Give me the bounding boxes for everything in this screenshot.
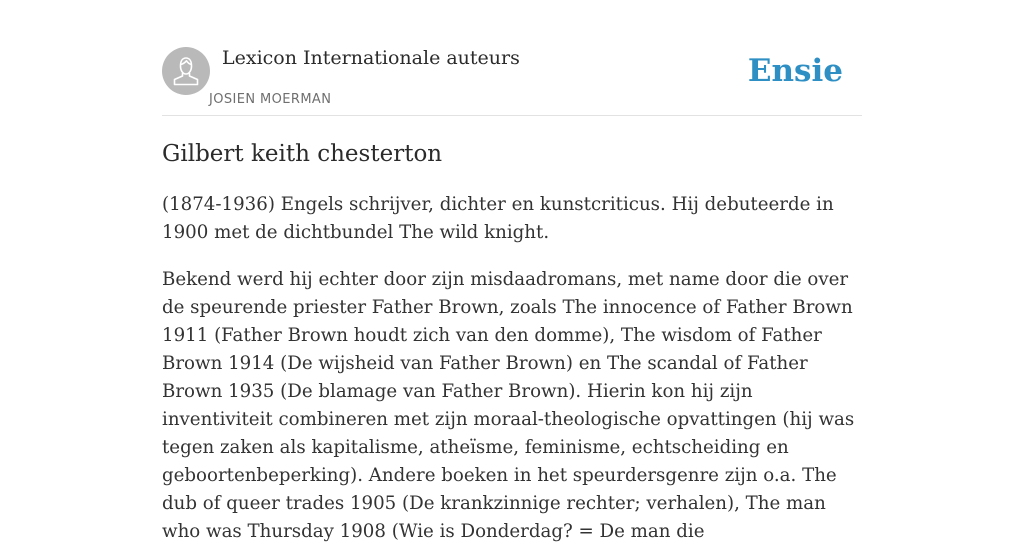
page-header	[162, 46, 862, 116]
author-name-link[interactable]: JOSIEN MOERMAN	[209, 92, 332, 107]
article-paragraph-intro: (1874-1936) Engels schrijver, dichter en kunstcriticus. Hij debuteerde in 1900 met de dichtbundel The wild knight.	[162, 194, 834, 243]
author-avatar[interactable]	[162, 47, 210, 95]
article-paragraph-body: Bekend werd hij echter door zijn misdaadromans, met name door die over de speurende priester Father Brown, zoals The innocence of Father Brown 1911 (Father Brown houdt zich van den domme), The wisdom of Father Brown 1914 (De wijsheid van Father Brown) en The scandal of Father Brown 1935 (De blamage van Father Brown). Hierin kon hij zijn inventiviteit combineren met zijn moraal-theologische opvattingen (hij was tegen zaken als kapitalisme, atheïsme, feminisme, echtscheiding en geboortenbeperking). Andere boeken in het speurdersgenre zijn o.a. The dub of queer trades 1905 (De krankzinnige rechter; verhalen), The man who was Thursday 1908 (Wie is Donderdag? = De man die	[162, 269, 855, 542]
ensie-logo[interactable]: Ensie	[747, 53, 843, 89]
lexicon-title-link[interactable]: Lexicon Internationale auteurs	[222, 47, 520, 69]
entry-title: Gilbert keith chesterton	[162, 141, 443, 167]
user-placeholder-icon	[162, 47, 210, 95]
article-content	[162, 138, 862, 546]
